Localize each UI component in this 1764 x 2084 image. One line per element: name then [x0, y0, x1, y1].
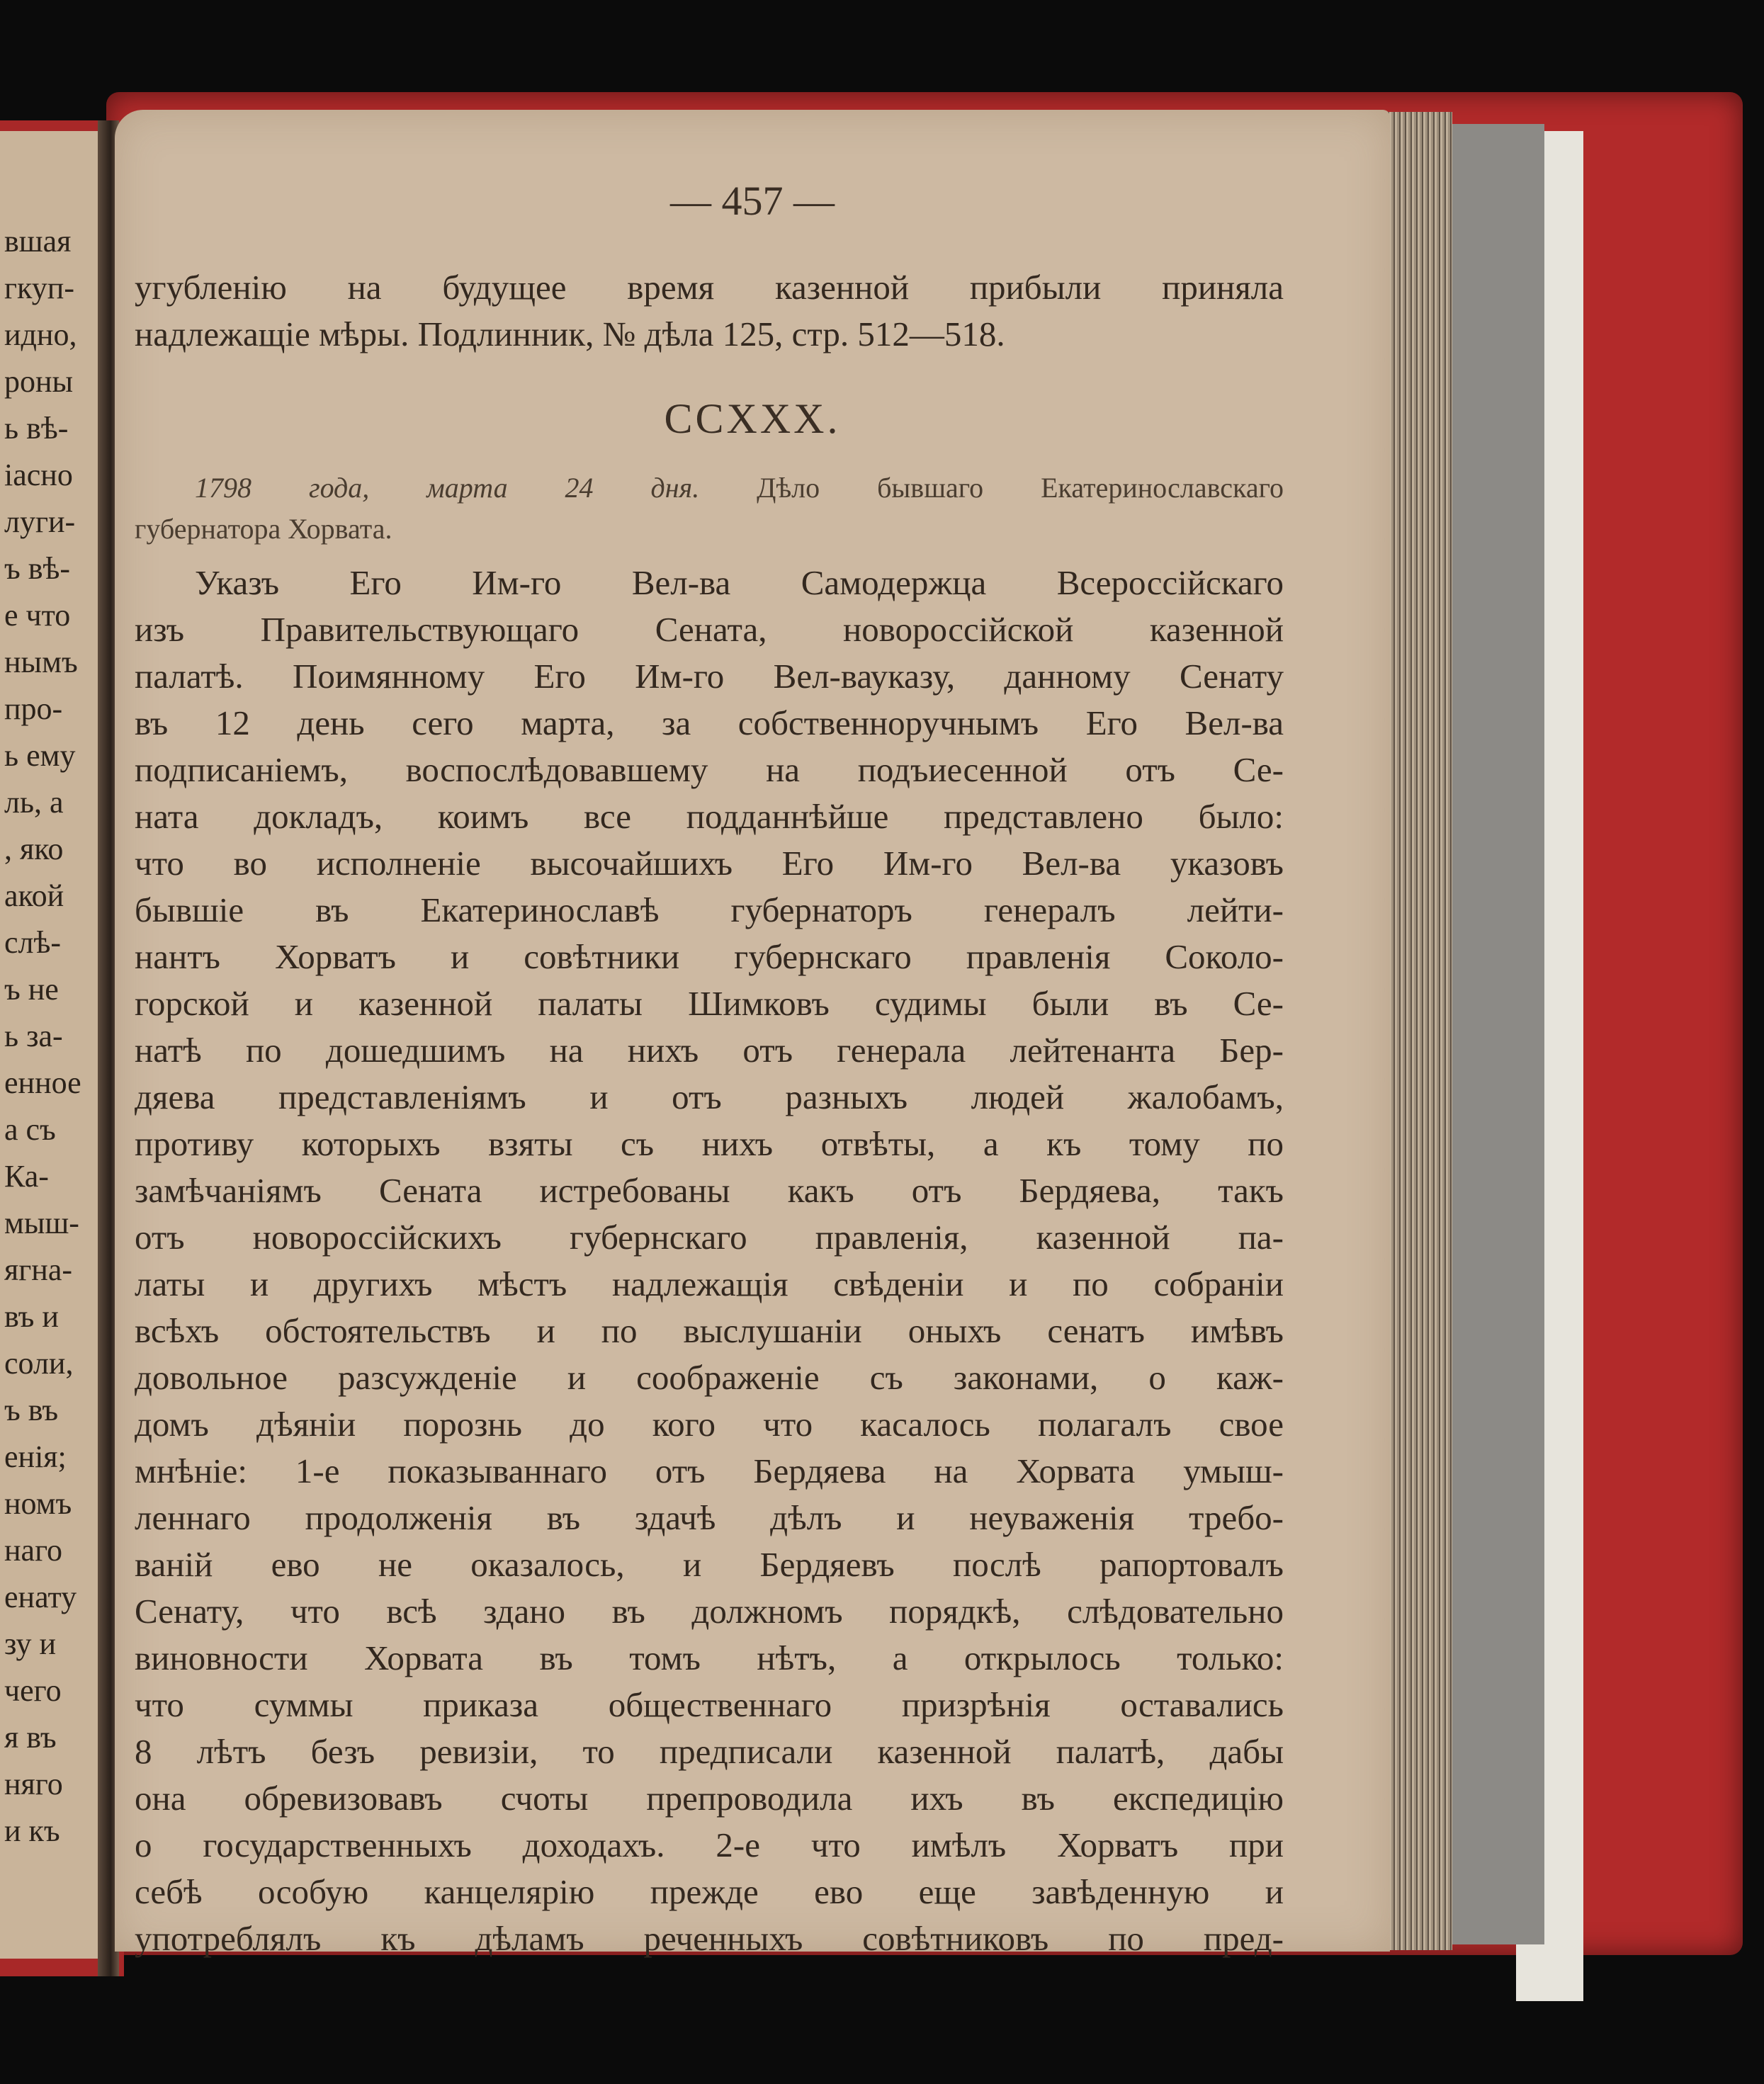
page-number: — 457 — [670, 178, 835, 224]
left-page-fragment: іасно [4, 458, 73, 492]
left-page-fragment: Ка- [4, 1159, 49, 1194]
left-page-fragment: няго [4, 1767, 63, 1801]
left-page-fragment: соли, [4, 1346, 74, 1381]
text-line: всѣхъ обстоятельствъ и по выслушаніи оныхъ сенатъ имѣвъ [135, 1311, 1284, 1350]
left-page-fragment: гкуп- [4, 271, 74, 305]
dateline-line [135, 468, 1284, 509]
left-page-fragment: и къ [4, 1813, 60, 1848]
left-page-fragment: ъ не [4, 972, 59, 1007]
text-line: латы и другихъ мѣстъ надлежащія свѣденіи и по собраніи [135, 1264, 1284, 1303]
left-page-fragment: слѣ- [4, 925, 62, 960]
text-line: натѣ по дошедшимъ на нихъ отъ генерала лейтенанта Бер- [135, 1031, 1284, 1070]
left-page-fragment: енное [4, 1065, 81, 1100]
text-line: горской и казенной палаты Шимковъ судимы были въ Се- [135, 984, 1284, 1023]
text-line: 8 лѣтъ безъ ревизіи, то предписали казенной палатѣ, дабы [135, 1732, 1284, 1771]
text-line: дяева представленіямъ и отъ разныхъ людей жалобамъ, [135, 1077, 1284, 1116]
left-page-fragment: е что [4, 598, 71, 633]
right-page [115, 110, 1390, 1958]
left-page-fragment: ъ въ [4, 1393, 59, 1427]
dateline-line: губернатора Хорвата. [135, 513, 392, 545]
left-page-fragment: а съ [4, 1112, 56, 1147]
text-line: употреблялъ къ дѣламъ реченныхъ совѣтниковъ по пред- [135, 1919, 1284, 1958]
text-line: въ 12 день сего марта, за собственноручнымъ Его Вел-ва [135, 703, 1284, 742]
text-line: палатѣ. Поимянному Его Им-го Вел-вауказу, данному Сенату [135, 657, 1284, 696]
left-page-fragment: чего [4, 1673, 62, 1708]
document-heading: CCXXX. [664, 395, 841, 442]
text-line: себѣ особую канцелярію прежде ево еще завѣденную и [135, 1872, 1284, 1911]
left-page-fragment: акой [4, 878, 64, 913]
left-page-fragment: мыш- [4, 1206, 79, 1240]
text-line: Указъ Его Им-го Вел-ва Самодержца Всероссійскаго [195, 563, 1284, 602]
text-line: довольное разсужденіе и соображеніе съ законами, о каж- [135, 1358, 1284, 1397]
left-page-fragment: ль, а [4, 785, 64, 820]
text-line: домъ дѣяніи порознь до кого что касалось полагалъ свое [135, 1405, 1284, 1444]
text-line: ваній ево не оказалось, и Бердяевъ послѣ рапортовалъ [135, 1545, 1284, 1584]
left-page-fragment: ь вѣ- [4, 411, 69, 446]
dateline [135, 468, 1284, 550]
date-italic: 1798 года, марта 24 дня. [195, 472, 700, 504]
text-line: о государственныхъ доходахъ. 2-е что имѣлъ Хорватъ при [135, 1825, 1284, 1864]
left-page-fragment: ь за- [4, 1019, 63, 1053]
date-rest: Дѣло бывшаго Екатеринославскаго [699, 472, 1284, 504]
text-line: что суммы приказа общественнаго призрѣнія оставались [135, 1685, 1284, 1724]
left-page-fragment: ъ вѣ- [4, 551, 71, 586]
text-line: ната докладъ, коимъ все подданнѣйше представлено было: [135, 797, 1284, 836]
left-page-fragment: зу и [4, 1626, 57, 1661]
left-page-fragment: луги- [4, 504, 76, 539]
inserted-grey-sheet [1438, 124, 1544, 1944]
left-page-fragment: номъ [4, 1486, 72, 1521]
text-line: леннаго продолженія въ здачѣ дѣлъ и неуваженія требо- [135, 1498, 1284, 1537]
text-line: виновности Хорвата въ томъ нѣтъ, а открылось только: [135, 1638, 1284, 1677]
text-line: изъ Правительствующаго Сената, новороссійской казенной [135, 610, 1284, 649]
left-page-fragment: вшая [4, 224, 72, 259]
text-line: бывшіе въ Екатеринославѣ губернаторъ генералъ лейти- [135, 890, 1284, 929]
text-line: что во исполненіе высочайшихъ Его Им-го Вел-ва указовъ [135, 844, 1284, 883]
left-page-fragment: енія; [4, 1439, 67, 1474]
body-text [135, 560, 1284, 1962]
left-page-fragment: ь ему [4, 738, 76, 773]
left-page-fragment: въ и [4, 1299, 59, 1334]
left-page-fragment: идно, [4, 317, 77, 352]
left-page-fragment: енату [4, 1580, 77, 1614]
left-page-fragment: наго [4, 1533, 63, 1568]
left-page-fragment: нымъ [4, 645, 78, 679]
left-page-fragment: ягна- [4, 1252, 73, 1287]
left-page-fragment: , яко [4, 832, 64, 866]
left-page [0, 131, 106, 1959]
text-line: надлежащіе мѣры. Подлинник, № дѣла 125, стр. 512—518. [135, 315, 1005, 353]
left-page-fragment: я въ [4, 1720, 57, 1755]
left-page-fragment: про- [4, 691, 63, 726]
text-line: противу которыхъ взяты съ нихъ отвѣты, а къ тому по [135, 1124, 1284, 1163]
text-line: Сенату, что всѣ здано въ должномъ порядкѣ, слѣдовательно [135, 1592, 1284, 1631]
text-line: мнѣніе: 1-е показываннаго отъ Бердяева на Хорвата умыш- [135, 1451, 1284, 1490]
text-line: угубленію на будущее время казенной прибыли приняла [135, 268, 1284, 307]
text-line: нантъ Хорватъ и совѣтники губернскаго правленія Соколо- [135, 937, 1284, 976]
left-page-fragment: роны [4, 364, 74, 399]
text-line: подписаніемъ, воспослѣдовавшему на подъиесенной отъ Се- [135, 750, 1284, 789]
text-line: она обревизовавъ счоты препроводила ихъ въ експедицію [135, 1779, 1284, 1818]
text-line: замѣчаніямъ Сената истребованы какъ отъ Бердяева, такъ [135, 1171, 1284, 1210]
continued-text [135, 264, 1284, 358]
text-line: отъ новороссійскихъ губернскаго правленія, казенной па- [135, 1218, 1284, 1257]
